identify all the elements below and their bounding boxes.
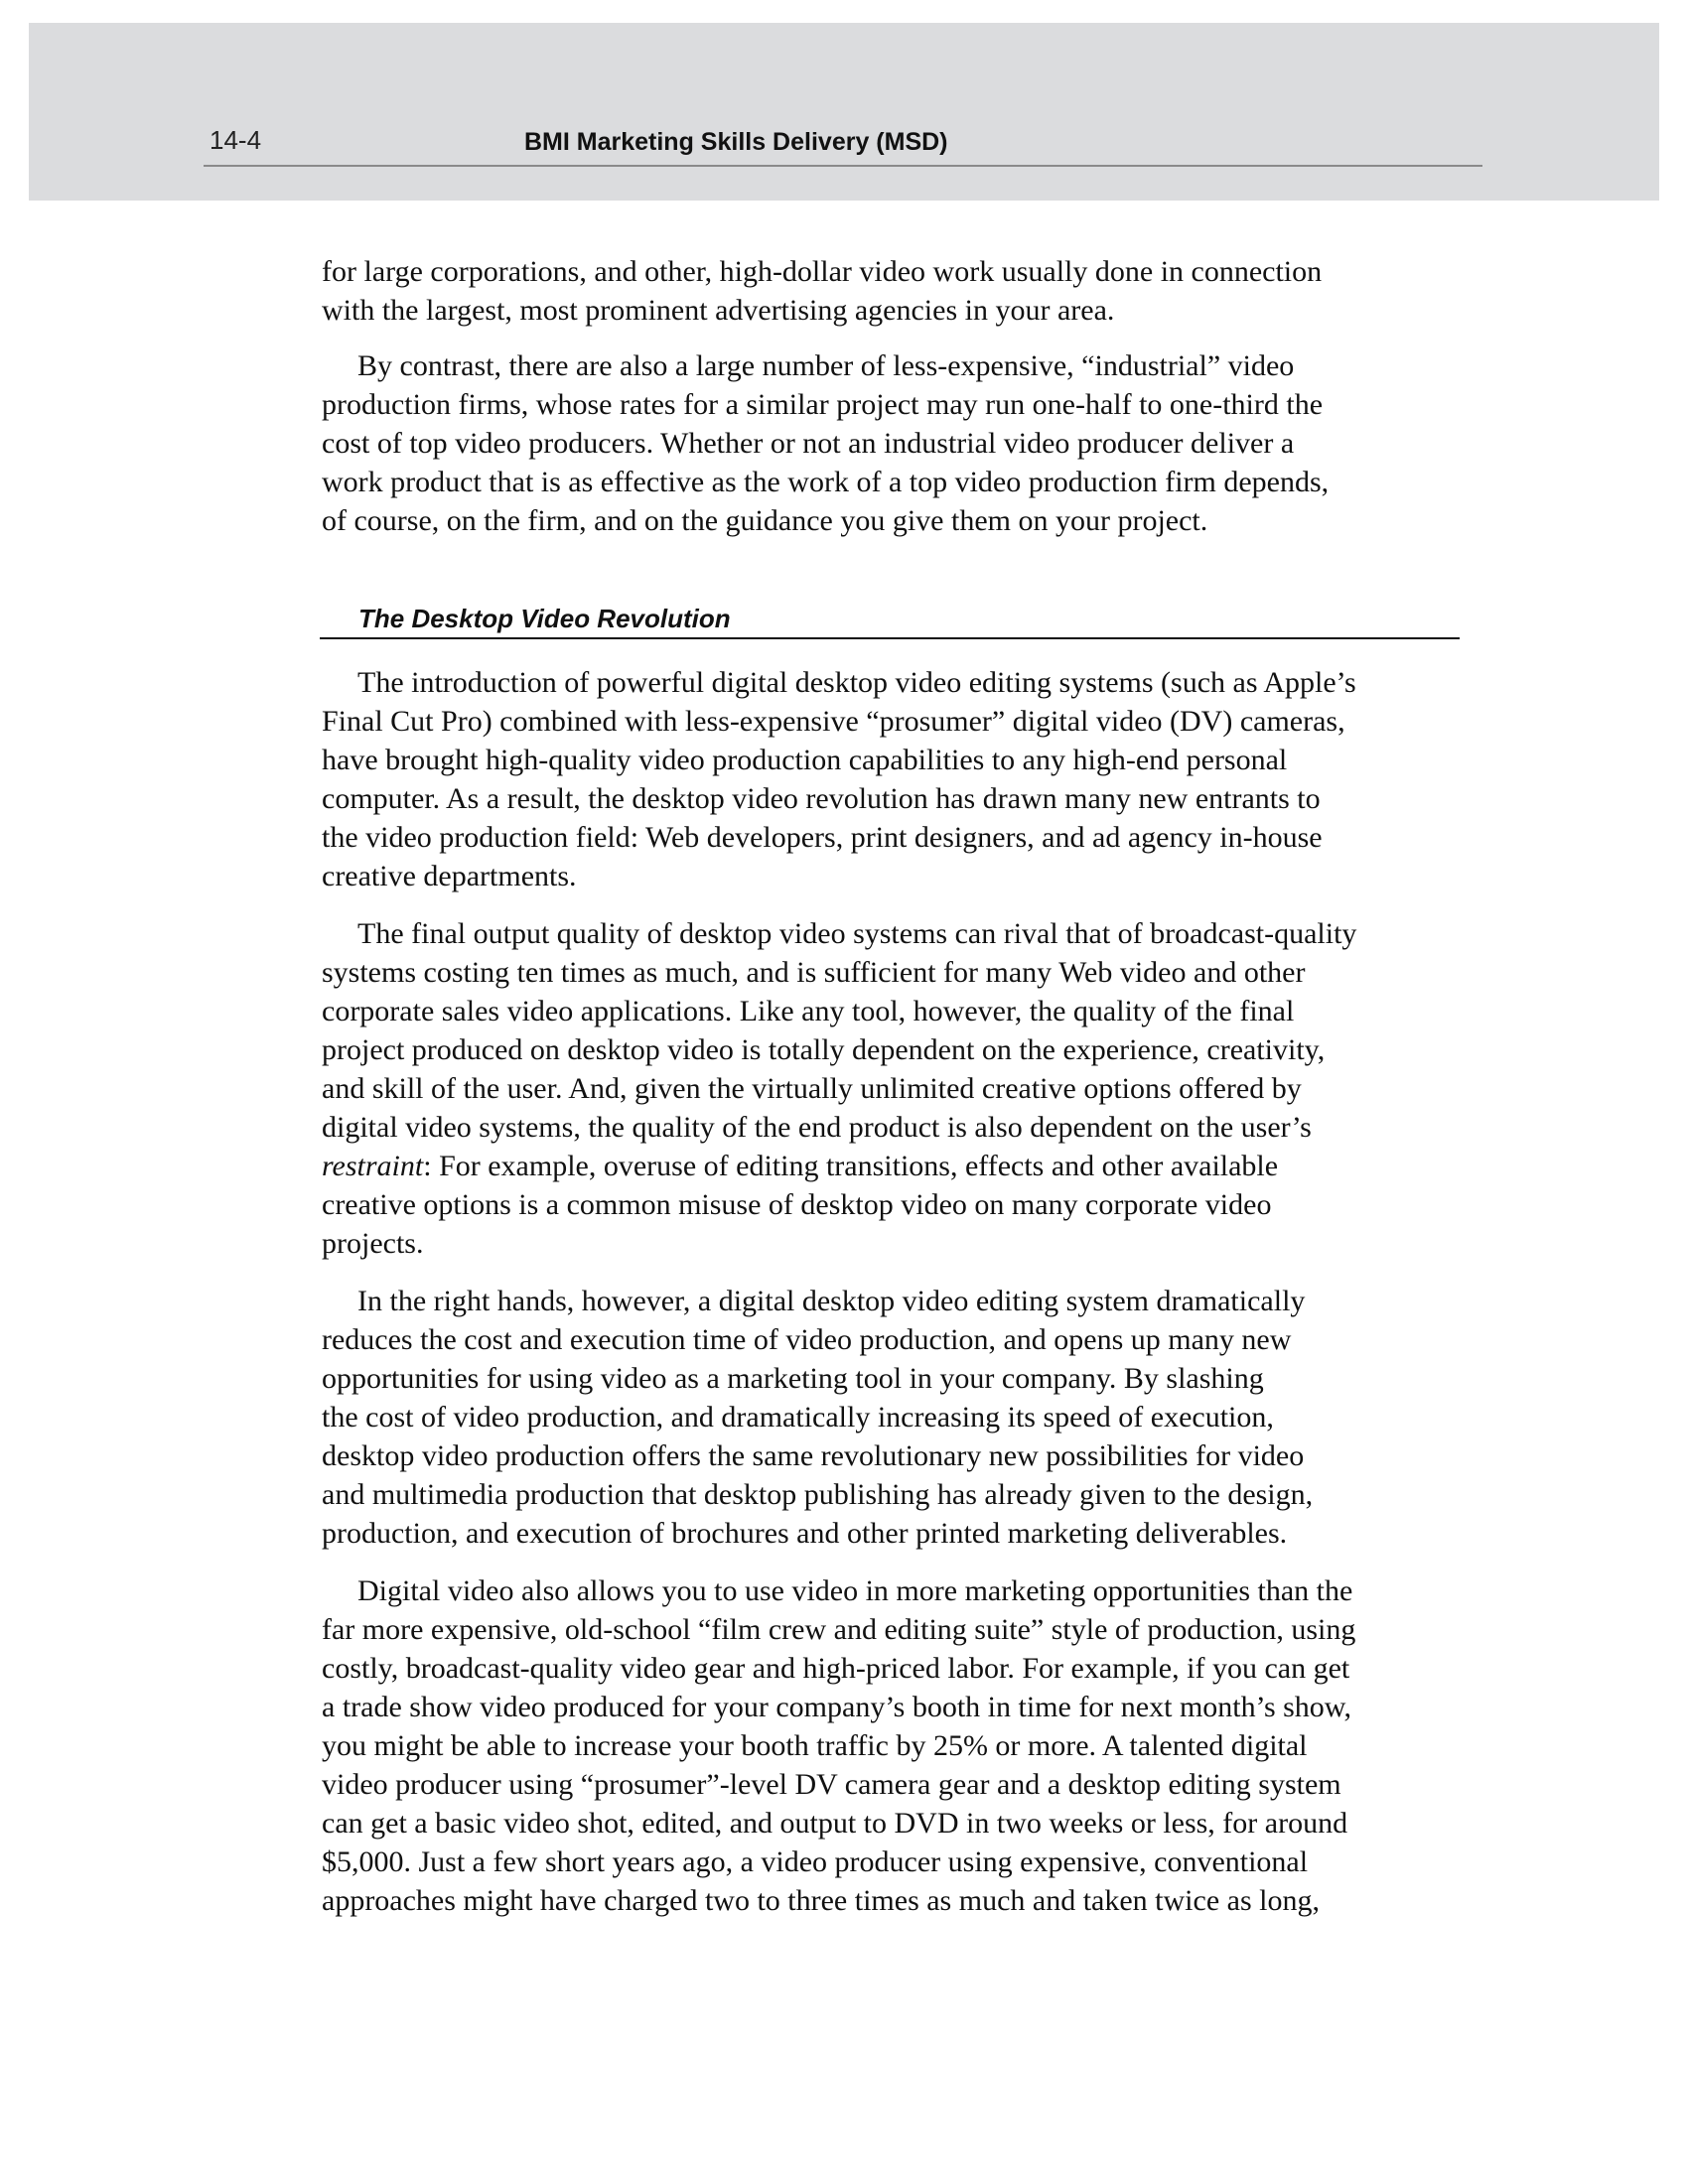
text-line: the cost of video production, and dramatically increasing its speed of execution, [322, 1401, 1274, 1433]
text-line: with the largest, most prominent advertising agencies in your area. [322, 294, 1115, 327]
header-rule [204, 165, 1482, 167]
text-line: creative options is a common misuse of desktop video on many corporate video [322, 1188, 1272, 1221]
text-line: can get a basic video shot, edited, and output to DVD in two weeks or less, for around [322, 1807, 1348, 1840]
text-line: of course, on the firm, and on the guidance you give them on your project. [322, 504, 1208, 537]
text-line-rest: : For example, overuse of editing transitions, effects and other available [423, 1150, 1279, 1182]
text-line: and skill of the user. And, given the virtually unlimited creative options offered by [322, 1072, 1302, 1105]
text-line: The final output quality of desktop video systems can rival that of broadcast-quality [357, 917, 1357, 950]
text-line: have brought high-quality video production capabilities to any high-end personal [322, 744, 1288, 776]
section-heading-rule [320, 637, 1460, 639]
text-line: video producer using “prosumer”-level DV camera gear and a desktop editing system [322, 1768, 1341, 1801]
text-line: digital video systems, the quality of the end product is also dependent on the user’s [322, 1111, 1312, 1144]
text-line: costly, broadcast-quality video gear and high-priced labor. For example, if you can get [322, 1652, 1350, 1685]
text-line: creative departments. [322, 860, 577, 892]
text-line: desktop video production offers the same revolutionary new possibilities for video [322, 1439, 1305, 1472]
text-line: cost of top video producers. Whether or not an industrial video producer deliver a [322, 427, 1295, 460]
text-line: The introduction of powerful digital desktop video editing systems (such as Apple’s [357, 666, 1356, 699]
text-line: systems costing ten times as much, and is sufficient for many Web video and other [322, 956, 1306, 989]
text-line: project produced on desktop video is totally dependent on the experience, creativity, [322, 1033, 1326, 1066]
text-line: the video production field: Web developers, print designers, and ad agency in-house [322, 821, 1323, 854]
text-line: opportunities for using video as a marketing tool in your company. By slashing [322, 1362, 1264, 1395]
text-line: you might be able to increase your booth traffic by 25% or more. A talented digital [322, 1729, 1308, 1762]
text-line: reduces the cost and execution time of video production, and opens up many new [322, 1323, 1292, 1356]
text-line: production, and execution of brochures and other printed marketing deliverables. [322, 1517, 1288, 1550]
text-line: approaches might have charged two to three times as much and taken twice as long, [322, 1884, 1320, 1917]
section-heading: The Desktop Video Revolution [358, 604, 731, 633]
paragraph-output-quality [322, 914, 1474, 1263]
running-header-band [29, 23, 1659, 201]
text-line: projects. [322, 1227, 424, 1260]
text-line: production firms, whose rates for a similar project may run one-half to one-third the [322, 388, 1324, 421]
paragraph-right-hands [322, 1282, 1474, 1553]
paragraph-continuation [322, 252, 1474, 330]
text-line: and multimedia production that desktop publishing has already given to the design, [322, 1478, 1314, 1511]
emphasis-restraint: restraint [322, 1150, 424, 1182]
text-line: computer. As a result, the desktop video revolution has drawn many new entrants to [322, 782, 1321, 815]
paragraph-digital-video-opportunities [322, 1571, 1474, 1920]
text-line: By contrast, there are also a large number of less-expensive, “industrial” video [357, 349, 1295, 382]
paragraph-industrial-producers [322, 346, 1474, 540]
text-line: Final Cut Pro) combined with less-expensive “prosumer” digital video (DV) cameras, [322, 705, 1345, 738]
text-line: far more expensive, old-school “film crew and editing suite” style of production, using [322, 1613, 1356, 1646]
text-line: for large corporations, and other, high-dollar video work usually done in connection [322, 255, 1323, 288]
text-line: Digital video also allows you to use video in more marketing opportunities than the [357, 1574, 1353, 1607]
text-line: corporate sales video applications. Like any tool, however, the quality of the final [322, 995, 1295, 1027]
text-line: In the right hands, however, a digital desktop video editing system dramatically [357, 1285, 1306, 1317]
running-title: BMI Marketing Skills Delivery (MSD) [524, 128, 948, 156]
paragraph-introduction [322, 663, 1474, 895]
text-line: $5,000. Just a few short years ago, a video producer using expensive, conventional [322, 1845, 1309, 1878]
text-line: work product that is as effective as the work of a top video production firm depends, [322, 466, 1330, 498]
text-line: a trade show video produced for your company’s booth in time for next month’s show, [322, 1691, 1352, 1723]
page-number: 14-4 [210, 125, 262, 155]
text-line-with-emphasis [322, 1147, 1474, 1185]
